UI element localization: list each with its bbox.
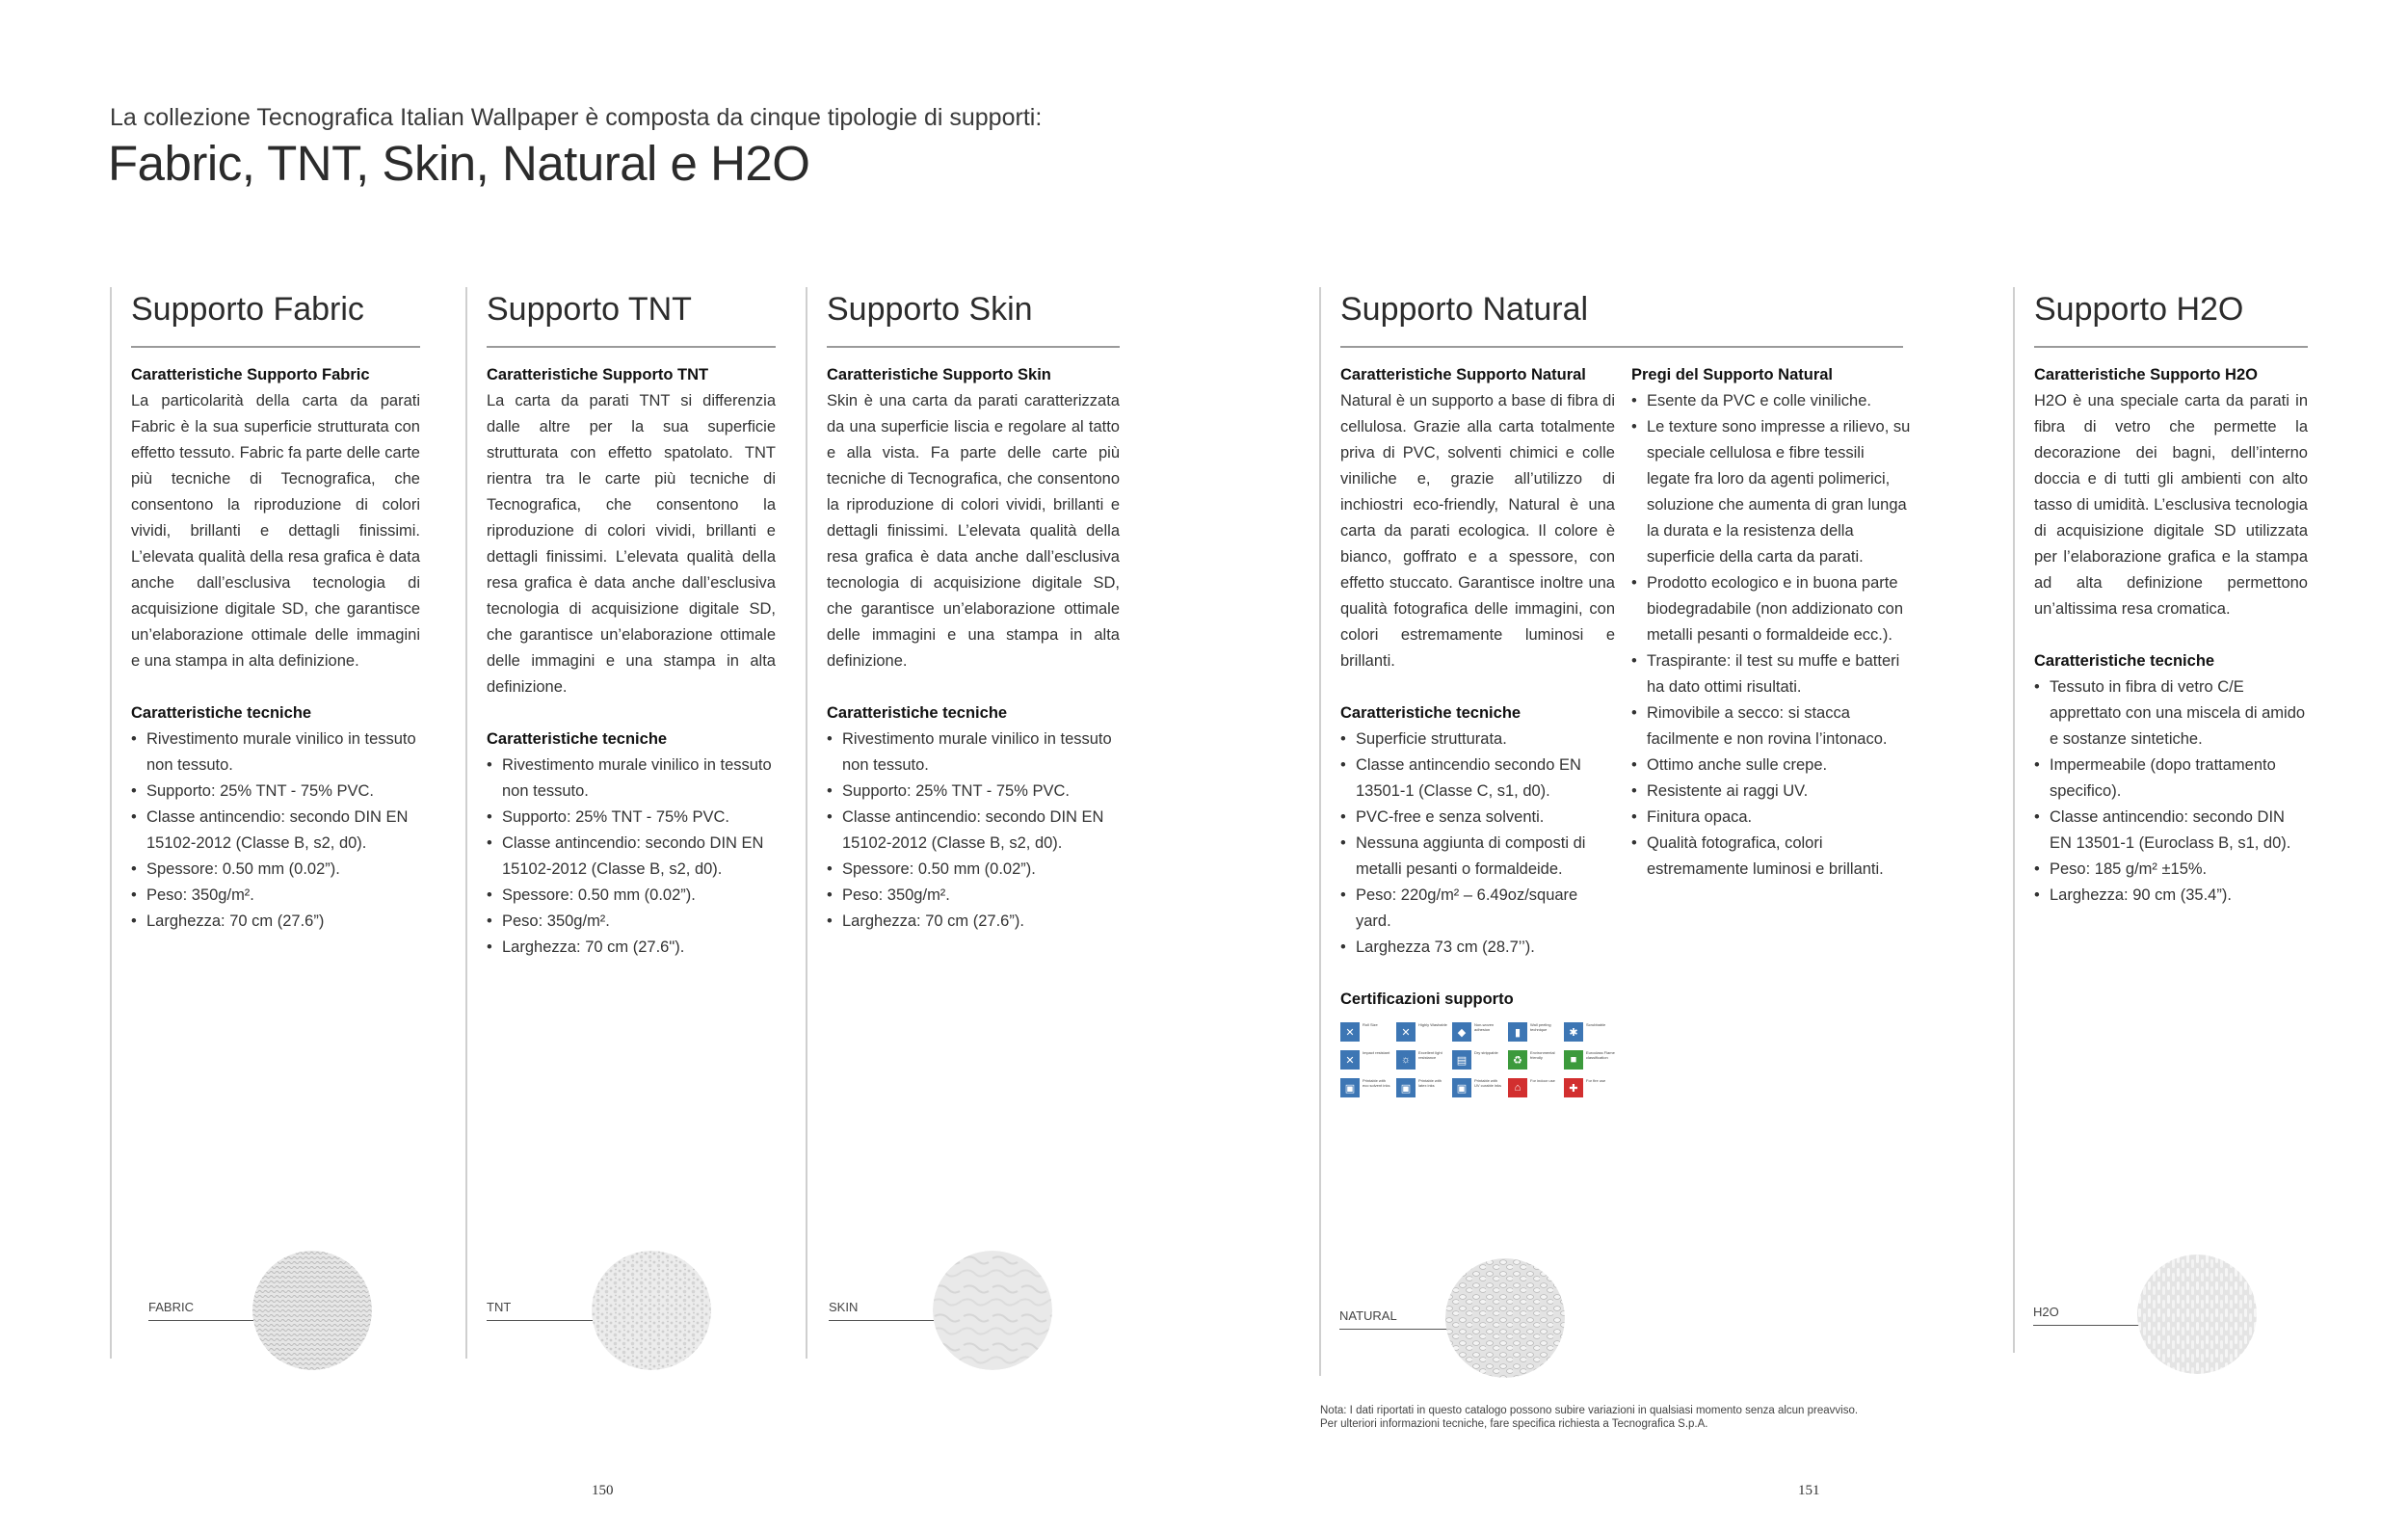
natural-tech-list [1340,726,1615,961]
certification-label: Wall peeling technique [1530,1022,1551,1032]
list-item: • Impermeabile (dopo trattamento specifico). [2034,753,2308,805]
tnt-title: Supporto TNT [487,287,776,348]
list-item: • Finitura opaca. [1631,805,1911,831]
tnt-tech-list [487,753,776,961]
fabric-swatch-image [252,1251,372,1370]
list-item: • Peso: 220g/m² – 6.49oz/square yard. [1340,883,1615,935]
list-item: • Peso: 185 g/m² ±15%. [2034,857,2308,883]
footer-note [1320,1404,1858,1431]
certification-label: Printable with UV curable inks [1474,1078,1502,1088]
certification-badge [1452,1078,1508,1097]
certification-label: Dry strippable [1474,1050,1498,1055]
h2o-description: H2O è una speciale carta da parati in fibra di vetro che permette la decorazione dei bagni, dell’interno doccia e di tutti gli ambienti con alto tasso di umidità. L’esclusiva tecnologia di acquisizione digitale SD utilizzata per l’elaborazione grafica e la stampa ad alta definizione permettono un’altissima resa cromatica. [2034,392,2308,618]
certification-label: Environmental friendly [1530,1050,1555,1060]
natural-char-heading: Caratteristiche Supporto Natural [1340,366,1586,383]
list-item: • Resistente ai raggi UV. [1631,779,1911,805]
page-headline: Fabric, TNT, Skin, Natural e H2O [108,136,810,191]
list-item: • Classe antincendio: secondo DIN EN 13501-1 (Euroclass B, s1, d0). [2034,805,2308,857]
skin-swatch-label: SKIN [829,1300,859,1314]
fabric-tech-heading: Caratteristiche tecniche [131,704,312,722]
list-item: • Classe antincendio: secondo DIN EN 15102-2012 (Classe B, s2, d0). [131,805,420,857]
eco-icon: ♻ [1508,1050,1527,1070]
skin-char-heading: Caratteristiche Supporto Skin [827,366,1051,383]
certification-badge [1396,1022,1452,1042]
list-item: • Classe antincendio: secondo DIN EN 15102-2012 (Classe B, s2, d0). [487,831,776,883]
list-item: • Rivestimento murale vinilico in tessuto non tessuto. [827,726,1120,779]
certification-badge [1508,1022,1564,1042]
certification-label: Impact resistant [1363,1050,1390,1055]
certification-badge [1396,1078,1452,1097]
certification-label: Printable with eco solvent inks [1363,1078,1390,1088]
certification-badge [1564,1078,1620,1097]
natural-cert-heading: Certificazioni supporto [1340,991,1514,1008]
h2o-swatch-image [2137,1255,2257,1374]
certification-label: For indoor use [1530,1078,1555,1083]
h2o-tech-heading: Caratteristiche tecniche [2034,652,2215,670]
list-item: • Traspirante: il test su muffe e batteri ha dato ottimi risultati. [1631,648,1911,700]
list-item: • PVC-free e senza solventi. [1340,805,1615,831]
fabric-char-heading: Caratteristiche Supporto Fabric [131,366,370,383]
certification-label: For fire use [1586,1078,1606,1083]
list-item: • Prodotto ecologico e in buona parte biodegradabile (non addizionato con metalli pesanti o formaldeide ecc.). [1631,570,1911,648]
fabric-swatch-label: FABRIC [148,1300,194,1314]
certification-label: Roll Size [1363,1022,1378,1027]
column-skin [806,287,1120,1359]
skin-description: Skin è una carta da parati caratterizzata da una superficie liscia e regolare al tatto e alla vista. Fa parte delle carte più tecniche di Tecnografica, che consentono la riproduzione di colori vividi, brillanti e dettagli finissimi. L’elevata qualità della resa grafica è data anche dall’esclusiva tecnologia di acquisizione digitale SD, che garantisce un’elaborazione ottimale delle immagini e una stampa in alta definizione. [827,392,1120,670]
certification-badge [1508,1050,1564,1070]
column-fabric [110,287,420,1359]
footer-note-line-1: Nota: I dati riportati in questo catalogo possono subire variazioni in qualsiasi momento senza alcun preavviso. [1320,1405,1859,1416]
certification-badge [1340,1050,1396,1070]
certification-label: Scrubbable [1586,1022,1606,1027]
certification-badge [1564,1022,1620,1042]
list-item: • Esente da PVC e colle viniliche. [1631,388,1911,414]
list-item: • Peso: 350g/m². [827,883,1120,909]
list-item: • Nessuna aggiunta di composti di metalli pesanti o formaldeide. [1340,831,1615,883]
list-item: • Larghezza: 70 cm (27.6”) [131,909,420,935]
scrubbable-icon: ✱ [1564,1022,1583,1042]
list-item: • Supporto: 25% TNT - 75% PVC. [487,805,776,831]
footer-note-line-2: Per ulteriori informazioni tecniche, fare specifica richiesta a Tecnografica S.p.A. [1320,1418,1708,1430]
list-item: • Rimovibile a secco: si stacca facilmente e non rovina l’intonaco. [1631,700,1911,753]
natural-swatch-line [1339,1329,1447,1330]
h2o-swatch-label: H2O [2033,1305,2059,1319]
list-item: • Supporto: 25% TNT - 75% PVC. [827,779,1120,805]
tnt-swatch-line [487,1320,595,1321]
roll-icon: ✕ [1340,1022,1360,1042]
natural-swatch-image [1445,1258,1565,1378]
intro-text: La collezione Tecnografica Italian Wallpaper è composta da cinque tipologie di supporti: [110,104,1043,131]
column-natural [1319,287,1911,1376]
peel-icon: ▮ [1508,1022,1527,1042]
certification-label: Excellent light resistance [1418,1050,1442,1060]
fabric-swatch-line [148,1320,254,1321]
column-tnt [465,287,776,1359]
h2o-swatch-line [2033,1325,2141,1326]
column-h2o [2013,287,2308,1353]
certification-grid [1340,1022,1615,1097]
certification-badge [1452,1022,1508,1042]
light-icon: ☼ [1396,1050,1416,1070]
certification-badge [1396,1050,1452,1070]
print-icon: ▣ [1340,1078,1360,1097]
house-icon: ⌂ [1508,1078,1527,1097]
list-item: • Spessore: 0.50 mm (0.02”). [827,857,1120,883]
latex-icon: ▣ [1396,1078,1416,1097]
certification-badge [1340,1078,1396,1097]
natural-pregi-heading: Pregi del Supporto Natural [1631,366,1834,383]
fire-icon: ✚ [1564,1078,1583,1097]
list-item: • Tessuto in fibra di vetro C/E apprettato con una miscela di amido e sostanze sintetiche. [2034,674,2308,753]
natural-right-column [1631,362,1911,1097]
list-item: • Supporto: 25% TNT - 75% PVC. [131,779,420,805]
page-number-right: 151 [1798,1483,1820,1498]
skin-swatch-image [933,1251,1052,1370]
list-item: • Spessore: 0.50 mm (0.02”). [487,883,776,909]
certification-label: Euroclass Flame classification [1586,1050,1615,1060]
skin-swatch-line [829,1320,937,1321]
list-item: • Ottimo anche sulle crepe. [1631,753,1911,779]
h2o-tech-list [2034,674,2308,909]
tnt-description: La carta da parati TNT si differenzia dalle altre per la sua superficie strutturata con effetto spatolato. TNT rientra tra le carte più tecniche di Tecnografica, che consentono la riproduzione di colori vividi, brillanti e dettagli finissimi. L’elevata qualità della resa grafica è data anche dall’esclusiva tecnologia di acquisizione digitale SD, che garantisce un’elaborazione ottimale delle immagini e una stampa in alta definizione. [487,392,776,696]
natural-left-column [1340,362,1615,1097]
certification-label: Highly Washable [1418,1022,1447,1027]
list-item: • Rivestimento murale vinilico in tessuto non tessuto. [131,726,420,779]
certification-label: Non-woven adhesion [1474,1022,1495,1032]
natural-tech-heading: Caratteristiche tecniche [1340,704,1522,722]
tnt-tech-heading: Caratteristiche tecniche [487,730,668,748]
page-number-left: 150 [592,1483,614,1498]
list-item: • Spessore: 0.50 mm (0.02”). [131,857,420,883]
skin-tech-list [827,726,1120,935]
h2o-char-heading: Caratteristiche Supporto H2O [2034,366,2258,383]
certification-badge [1340,1022,1396,1042]
list-item: • Classe antincendio: secondo DIN EN 15102-2012 (Classe B, s2, d0). [827,805,1120,857]
tnt-swatch-label: TNT [487,1300,512,1314]
list-item: • Qualità fotografica, colori estremamente luminosi e brillanti. [1631,831,1911,883]
certification-badge [1452,1050,1508,1070]
list-item: • Peso: 350g/m². [131,883,420,909]
natural-swatch-label: NATURAL [1339,1308,1397,1323]
list-item: • Peso: 350g/m². [487,909,776,935]
washable-icon: ✕ [1396,1022,1416,1042]
strippable-icon: ▤ [1452,1050,1471,1070]
list-item: • Larghezza: 70 cm (27.6"). [487,935,776,961]
natural-title: Supporto Natural [1340,287,1903,348]
list-item: • Classe antincendio secondo EN 13501-1 (Classe C, s1, d0). [1340,753,1615,805]
paste-icon: ◆ [1452,1022,1471,1042]
certification-badge [1564,1050,1620,1070]
impact-icon: ✕ [1340,1050,1360,1070]
tnt-char-heading: Caratteristiche Supporto TNT [487,366,709,383]
fabric-title: Supporto Fabric [131,287,420,348]
uv-icon: ▣ [1452,1078,1471,1097]
list-item: • Larghezza: 70 cm (27.6”). [827,909,1120,935]
certification-label: Printable with latex inks [1418,1078,1442,1088]
natural-description: Natural è un supporto a base di fibra di cellulosa. Grazie alla carta totalmente priva di PVC, solventi chimici e colle viniliche e, grazie all’utilizzo di inchiostri eco-friendly, Natural è una carta da parati ecologica. Il colore è bianco, goffrato e a spessore, con effetto stuccato. Garantisce inoltre una qualità fotografica delle immagini, con colori estremamente luminosi e brillanti. [1340,392,1615,670]
list-item: • Larghezza 73 cm (28.7’’). [1340,935,1615,961]
tnt-swatch-image [592,1251,711,1370]
list-item: • Superficie strutturata. [1340,726,1615,753]
certification-badge [1508,1078,1564,1097]
skin-title: Supporto Skin [827,287,1120,348]
list-item: • Rivestimento murale vinilico in tessuto non tessuto. [487,753,776,805]
natural-pregi-list [1631,388,1911,883]
fabric-tech-list [131,726,420,935]
euroclass-icon: ■ [1564,1050,1583,1070]
h2o-title: Supporto H2O [2034,287,2308,348]
fabric-description: La particolarità della carta da parati Fabric è la sua superficie strutturata con effetto tessuto. Fabric fa parte delle carte più tecniche di Tecnografica, che consentono la riproduzione di colori vividi, brillanti e dettagli finissimi. L’elevata qualità della resa grafica è data anche dall’esclusiva tecnologia di acquisizione digitale SD, che garantisce un’elaborazione ottimale delle immagini e una stampa in alta definizione. [131,392,420,670]
list-item: • Larghezza: 90 cm (35.4”). [2034,883,2308,909]
skin-tech-heading: Caratteristiche tecniche [827,704,1008,722]
list-item: • Le texture sono impresse a rilievo, su speciale cellulosa e fibre tessili legate fra loro da agenti polimerici, soluzione che aumenta di gran lunga la durata e la resistenza della superficie della carta da parati. [1631,414,1911,570]
